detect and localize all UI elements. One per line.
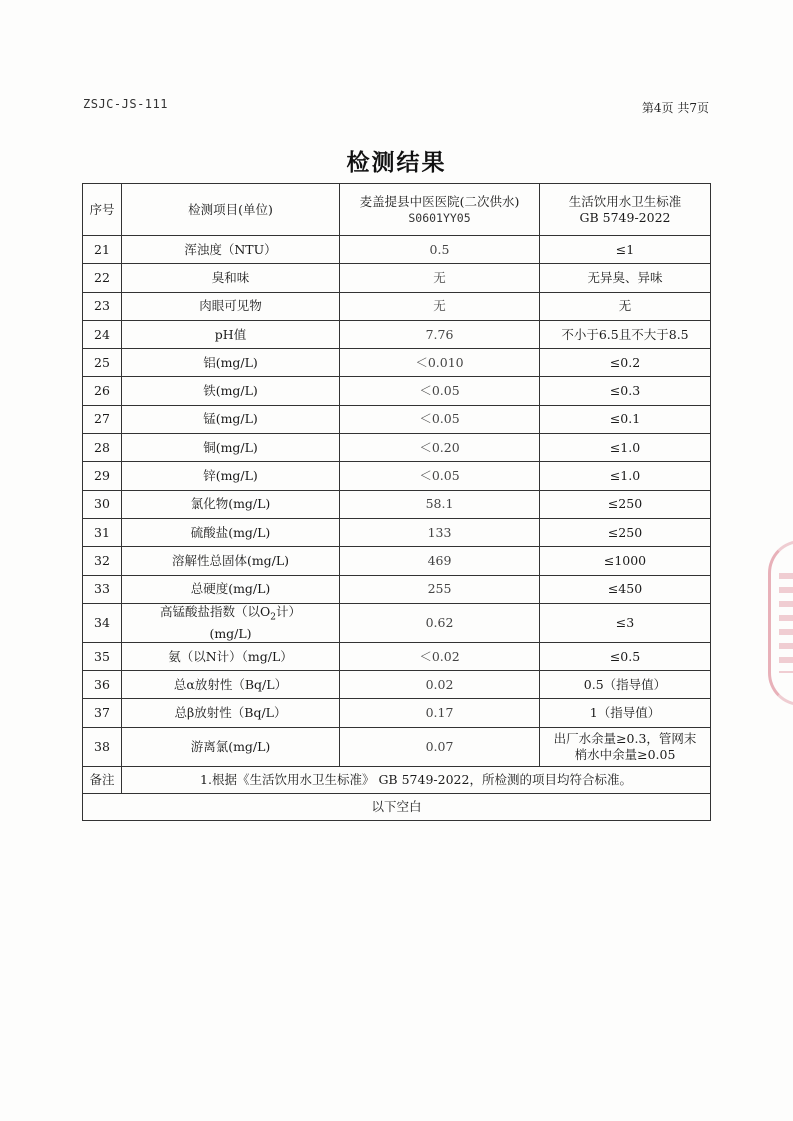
row-item: 锌(mg/L) — [122, 462, 340, 490]
row-no: 22 — [83, 264, 122, 292]
table-row — [83, 699, 711, 727]
row-item: 氯化物(mg/L) — [122, 490, 340, 518]
note-text: 1.根据《生活饮用水卫生标准》 GB 5749-2022，所检测的项目均符合标准。 — [122, 766, 711, 793]
header-no: 序号 — [83, 184, 122, 236]
row-no: 34 — [83, 603, 122, 642]
row-standard: ≤1.0 — [540, 434, 711, 462]
note-label: 备注 — [83, 766, 122, 793]
header-result-code: S0601YY05 — [408, 210, 471, 225]
row-standard: ≤0.5 — [540, 642, 711, 670]
row-no: 33 — [83, 575, 122, 603]
row-result: ＜0.20 — [340, 434, 540, 462]
row-result: 469 — [340, 547, 540, 575]
table-row — [83, 236, 711, 264]
table-row — [83, 490, 711, 518]
row-result: 0.17 — [340, 699, 540, 727]
row-item: 肉眼可见物 — [122, 292, 340, 320]
header-result — [340, 184, 540, 236]
row-standard: ≤450 — [540, 575, 711, 603]
row-no: 23 — [83, 292, 122, 320]
row-standard: ≤3 — [540, 603, 711, 642]
header-standard-name: 生活饮用水卫生标准 — [568, 193, 682, 209]
row-result: 255 — [340, 575, 540, 603]
row-result: 0.02 — [340, 671, 540, 699]
row-result: 133 — [340, 518, 540, 546]
table-row — [83, 727, 711, 766]
row-item: 铜(mg/L) — [122, 434, 340, 462]
header-result-sample: 麦盖提县中医医院(二次供水) — [359, 193, 520, 209]
row-result: ＜0.05 — [340, 377, 540, 405]
row-result: 无 — [340, 264, 540, 292]
row-result: ＜0.05 — [340, 462, 540, 490]
row-standard: ≤0.2 — [540, 349, 711, 377]
row-item: 臭和味 — [122, 264, 340, 292]
row-result: ＜0.02 — [340, 642, 540, 670]
table-row — [83, 405, 711, 433]
table-row — [83, 434, 711, 462]
row-result: ＜0.05 — [340, 405, 540, 433]
table-row — [83, 462, 711, 490]
row-standard: ≤250 — [540, 490, 711, 518]
row-standard — [540, 727, 711, 766]
row-item: 游离氯(mg/L) — [122, 727, 340, 766]
row-item: 锰(mg/L) — [122, 405, 340, 433]
seal-stamp-fragment — [768, 540, 793, 706]
row-no: 26 — [83, 377, 122, 405]
row-result: 0.07 — [340, 727, 540, 766]
row-standard: ≤1 — [540, 236, 711, 264]
table-row — [83, 349, 711, 377]
row-result: ＜0.010 — [340, 349, 540, 377]
table-row — [83, 264, 711, 292]
row-standard: ≤1000 — [540, 547, 711, 575]
note-row — [83, 766, 711, 793]
row-item: 铁(mg/L) — [122, 377, 340, 405]
row-result: 无 — [340, 292, 540, 320]
row-item: 铝(mg/L) — [122, 349, 340, 377]
row-standard: 无异臭、异味 — [540, 264, 711, 292]
row-item: 总α放射性（Bq/L） — [122, 671, 340, 699]
row-no: 27 — [83, 405, 122, 433]
row-item: 总β放射性（Bq/L） — [122, 699, 340, 727]
row-standard: 0.5（指导值） — [540, 671, 711, 699]
subscript-2: 2 — [270, 612, 276, 623]
row-no: 25 — [83, 349, 122, 377]
row-no: 38 — [83, 727, 122, 766]
row-item: 硫酸盐(mg/L) — [122, 518, 340, 546]
row-item: 氨（以N计）（mg/L） — [122, 642, 340, 670]
row-no: 28 — [83, 434, 122, 462]
table-row — [83, 320, 711, 348]
row-item-line2: (mg/L) — [209, 625, 252, 641]
row-item: 溶解性总固体(mg/L) — [122, 547, 340, 575]
row-item-line1: 高锰酸盐指数（以$O_2$计） — [160, 604, 301, 623]
row-standard: ≤0.1 — [540, 405, 711, 433]
row-standard: 无 — [540, 292, 711, 320]
blank-row — [83, 793, 711, 820]
row-standard-line2: 梢水中余量≥0.05 — [574, 746, 676, 762]
row-no: 32 — [83, 547, 122, 575]
results-table — [82, 183, 711, 821]
header-item: 检测项目(单位) — [122, 184, 340, 236]
row-result: 0.5 — [340, 236, 540, 264]
table-row — [83, 292, 711, 320]
table-row — [83, 642, 711, 670]
table-row — [83, 603, 711, 642]
table-row — [83, 518, 711, 546]
table-row — [83, 575, 711, 603]
row-no: 35 — [83, 642, 122, 670]
row-result: 0.62 — [340, 603, 540, 642]
row-no: 29 — [83, 462, 122, 490]
page-number: 第4页 共7页 — [641, 101, 709, 115]
row-item — [122, 603, 340, 642]
row-no: 37 — [83, 699, 122, 727]
row-item: 总硬度(mg/L) — [122, 575, 340, 603]
table-row — [83, 547, 711, 575]
row-standard: ≤1.0 — [540, 462, 711, 490]
row-no: 36 — [83, 671, 122, 699]
row-standard-line1: 出厂水余量≥0.3，管网末 — [553, 730, 697, 746]
row-result: 7.76 — [340, 320, 540, 348]
row-no: 21 — [83, 236, 122, 264]
page-title: 检测结果 — [346, 150, 447, 176]
header-standard — [540, 184, 711, 236]
table-row — [83, 671, 711, 699]
row-no: 24 — [83, 320, 122, 348]
row-result: 58.1 — [340, 490, 540, 518]
table-header-row — [83, 184, 711, 236]
blank-text: 以下空白 — [83, 793, 711, 820]
document-code: ZSJC-JS-111 — [83, 97, 168, 111]
seal-stamp-ink — [779, 573, 793, 673]
row-item: pH值 — [122, 320, 340, 348]
row-no: 31 — [83, 518, 122, 546]
row-standard: 1（指导值） — [540, 699, 711, 727]
row-no: 30 — [83, 490, 122, 518]
row-standard: ≤0.3 — [540, 377, 711, 405]
row-standard: ≤250 — [540, 518, 711, 546]
header-standard-code: GB 5749-2022 — [579, 209, 671, 225]
row-item: 浑浊度（NTU） — [122, 236, 340, 264]
table-row — [83, 377, 711, 405]
row-standard: 不小于6.5且不大于8.5 — [540, 320, 711, 348]
